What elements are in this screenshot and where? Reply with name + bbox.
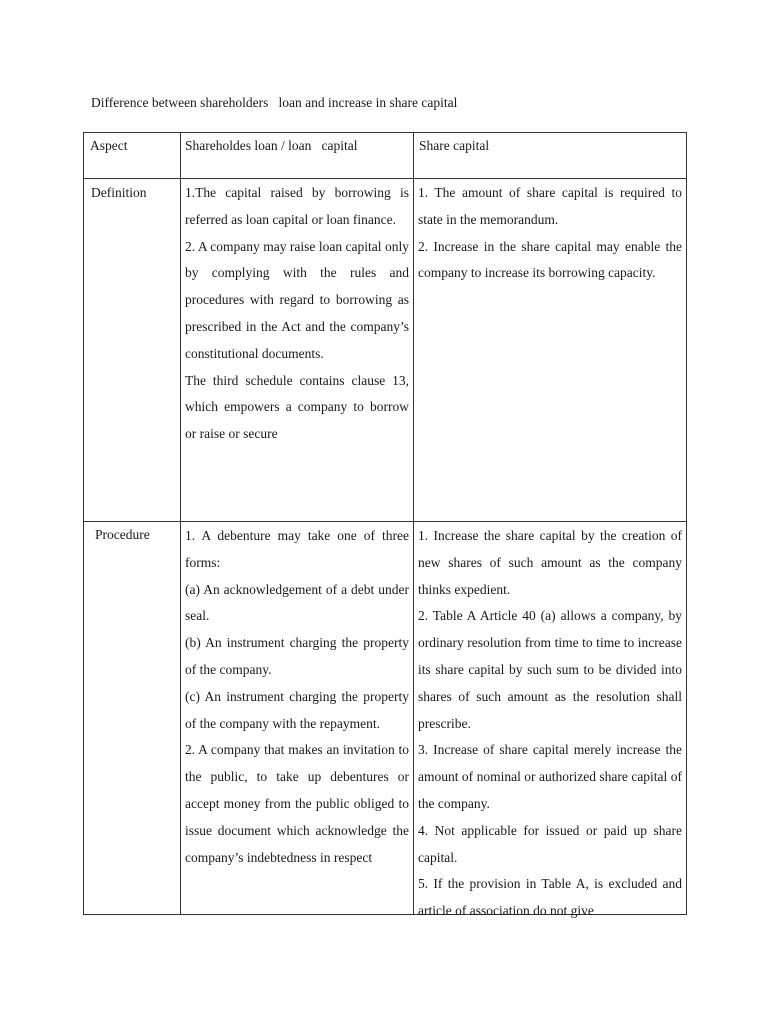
procedure-loan-cell — [181, 522, 414, 915]
definition-loan-cell — [181, 179, 414, 522]
procedure-loan-para-1: 1. A debenture may take one of three forms: — [185, 528, 413, 570]
procedure-loan-para-4: (c) An instrument charging the property of the company with the repayment. — [185, 688, 413, 731]
procedure-share-cell — [414, 522, 687, 919]
procedure-loan-content — [185, 523, 413, 914]
procedure-share-para-5: 5. If the provision in Table A, is excluded and article of association do not give — [418, 876, 686, 919]
table-header-row — [84, 133, 687, 179]
procedure-share-para-1: 1. Increase the share capital by the creation of new shares of such amount as the company thinks expedient. — [418, 528, 686, 597]
procedure-share-para-3: 3. Increase of share capital merely increase the amount of nominal or authorized share capital of the company. — [418, 742, 686, 811]
definition-share-para-2: 2. Increase in the share capital may enable the company to increase its borrowing capacity. — [418, 238, 686, 281]
row-label-cell — [84, 522, 181, 915]
procedure-share-content — [418, 523, 686, 919]
row-label-cell — [84, 179, 181, 522]
header-cell-aspect — [84, 133, 181, 179]
procedure-loan-para-5: 2. A company that makes an invitation to the public, to take up debentures or accept money from the public obliged to issue document which acknowledge the company’s indebtedness in respect — [185, 742, 413, 865]
comparison-table — [83, 132, 687, 919]
header-share-capital: Share capital — [419, 138, 490, 153]
procedure-share-para-2: 2. Table A Article 40 (a) allows a company, by ordinary resolution from time to time to increase its share capital by such sum to be divided into shares of such amount as the resolution shall prescribe. — [418, 608, 686, 731]
header-loan-capital: Shareholdes loan / loan capital — [185, 138, 358, 153]
definition-loan-para-2: 2. A company may raise loan capital only by complying with the rules and procedures with regard to borrowing as prescribed in the Act and the company’s constitutional documents. — [185, 238, 413, 361]
procedure-share-para-4: 4. Not applicable for issued or paid up share capital. — [418, 822, 686, 865]
definition-share-cell — [414, 179, 687, 522]
procedure-loan-para-3: (b) An instrument charging the property of the company. — [185, 635, 413, 677]
definition-share-para-1: 1. The amount of share capital is required to state in the memorandum. — [418, 185, 686, 227]
document-title: Difference between shareholders loan and increase in share capital — [91, 95, 458, 110]
row-label-definition: Definition — [91, 185, 147, 200]
procedure-loan-para-2: (a) An acknowledgement of a debt under seal. — [185, 581, 413, 624]
header-cell-loan — [181, 133, 414, 179]
table-row-definition — [84, 179, 687, 522]
definition-loan-para-3: The third schedule contains clause 13, which empowers a company to borrow or raise or secure — [185, 372, 413, 442]
row-label-procedure: Procedure — [95, 527, 150, 542]
table-row-procedure — [84, 522, 687, 915]
header-cell-share — [414, 133, 687, 179]
definition-loan-para-1: 1.The capital raised by borrowing is referred as loan capital or loan finance. — [185, 185, 413, 227]
header-aspect: Aspect — [90, 138, 128, 153]
